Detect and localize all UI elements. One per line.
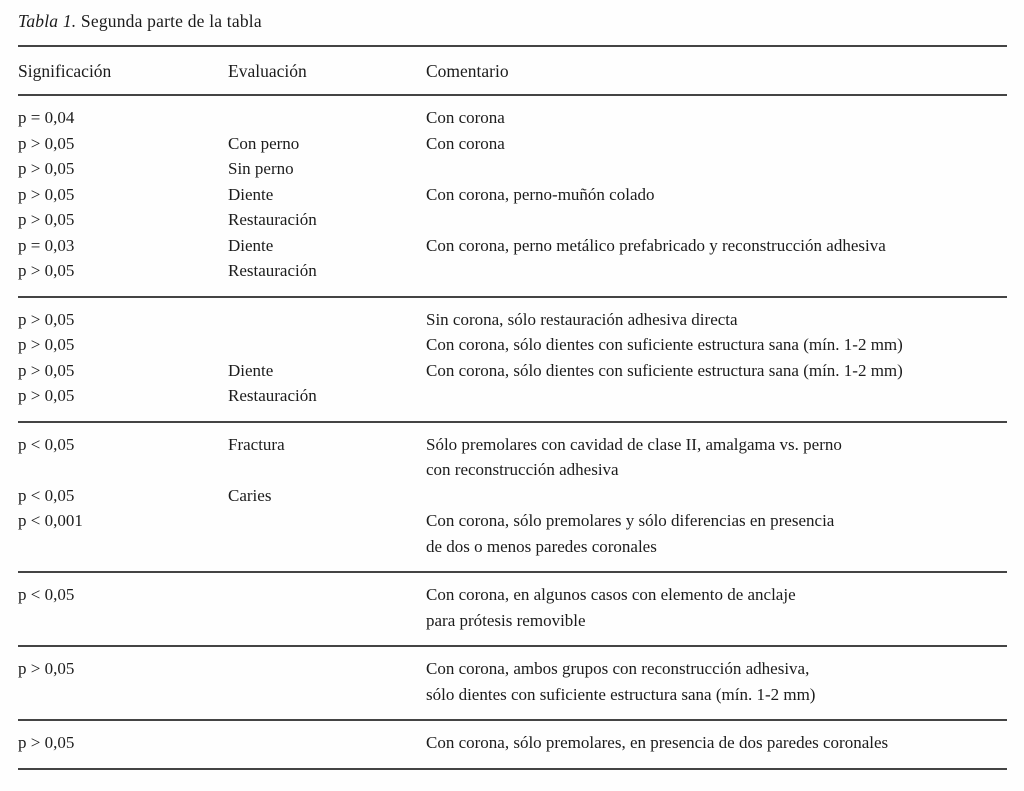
evaluacion-cell: Caries [228, 485, 272, 505]
evaluacion-cell [228, 656, 426, 707]
evaluacion-cell [228, 508, 426, 559]
evaluacion-cell: Con perno [228, 133, 300, 153]
significacion-cell: p < 0,05 [18, 585, 75, 604]
comment-line: Con corona, en algunos casos con elemento de anclaje [426, 585, 796, 604]
table-row [18, 182, 1007, 208]
significacion-cell: p < 0,05 [18, 434, 75, 454]
table-row [18, 105, 1007, 131]
significacion-cell: p = 0,04 [18, 108, 75, 127]
table-header-row [18, 47, 1007, 94]
comentario-cell [426, 182, 1007, 208]
comment-line: Sólo premolares con cavidad de clase II, amalgama vs. perno [426, 434, 842, 454]
table-row [18, 483, 1007, 509]
table-row [18, 383, 1007, 409]
evaluacion-cell [228, 332, 426, 358]
table-row [18, 156, 1007, 182]
comment-line: Con corona, perno-muñón colado [426, 184, 655, 204]
table-caption [18, 8, 1007, 34]
comentario-cell [426, 156, 1007, 182]
column-header-significacion: Significación [18, 61, 112, 81]
comment-line: Con corona, sólo dientes con suficiente estructura sana (mín. 1-2 mm) [426, 360, 903, 380]
significacion-cell: p < 0,001 [18, 511, 83, 530]
table-row [18, 307, 1007, 333]
table-section-rule [18, 768, 1007, 770]
table-row [18, 207, 1007, 233]
significacion-cell: p > 0,05 [18, 261, 75, 280]
column-header-comentario: Comentario [426, 61, 509, 81]
table-section [18, 96, 1007, 296]
significacion-cell: p > 0,05 [18, 309, 75, 329]
comment-line: Sin corona, sólo restauración adhesiva directa [426, 309, 738, 329]
significacion-cell: p > 0,05 [18, 184, 75, 204]
significacion-cell: p > 0,05 [18, 659, 75, 678]
table-row [18, 131, 1007, 157]
table-row [18, 508, 1007, 559]
column-header-evaluacion: Evaluación [228, 61, 307, 81]
table-row [18, 656, 1007, 707]
comentario-cell [426, 582, 1007, 633]
table-section [18, 721, 1007, 768]
comentario-cell [426, 207, 1007, 233]
significacion-cell: p > 0,05 [18, 386, 75, 405]
comment-line: sólo dientes con suficiente estructura sana (mín. 1-2 mm) [426, 684, 816, 704]
comentario-cell [426, 508, 1007, 559]
table-body [18, 96, 1007, 770]
comment-line: Con corona [426, 133, 505, 153]
comment-line: para prótesis removible [426, 610, 586, 630]
evaluacion-cell [228, 307, 426, 333]
comentario-cell [426, 656, 1007, 707]
comment-line: Con corona [426, 108, 505, 127]
evaluacion-cell: Restauración [228, 261, 317, 280]
table-caption-label: Tabla 1. [18, 11, 77, 31]
comentario-cell [426, 483, 1007, 509]
table-section [18, 647, 1007, 719]
evaluacion-cell [228, 582, 426, 633]
comentario-cell [426, 131, 1007, 157]
evaluacion-cell: Restauración [228, 386, 317, 405]
comentario-cell [426, 432, 1007, 483]
table-caption-text: Segunda parte de la tabla [76, 11, 262, 31]
comment-line: Con corona, perno metálico prefabricado y reconstrucción adhesiva [426, 235, 886, 255]
significacion-cell: p > 0,05 [18, 210, 75, 229]
evaluacion-cell: Diente [228, 235, 274, 255]
comment-line: Con corona, sólo premolares y sólo diferencias en presencia [426, 511, 835, 530]
comentario-cell [426, 730, 1007, 756]
table-row [18, 730, 1007, 756]
table-row [18, 332, 1007, 358]
table-section [18, 573, 1007, 645]
significacion-cell: p > 0,05 [18, 133, 75, 153]
comentario-cell [426, 258, 1007, 284]
comment-line: Con corona, sólo premolares, en presencia de dos paredes coronales [426, 733, 889, 752]
table-row [18, 432, 1007, 483]
comment-line: de dos o menos paredes coronales [426, 536, 657, 556]
evaluacion-cell: Restauración [228, 210, 317, 229]
significacion-cell: p < 0,05 [18, 485, 75, 505]
comentario-cell [426, 233, 1007, 259]
significacion-cell: p > 0,05 [18, 360, 75, 380]
comment-line: Con corona, sólo dientes con suficiente estructura sana (mín. 1-2 mm) [426, 335, 903, 354]
evaluacion-cell: Fractura [228, 434, 285, 454]
evaluacion-cell [228, 105, 426, 131]
table-row [18, 358, 1007, 384]
comentario-cell [426, 105, 1007, 131]
evaluacion-cell [228, 730, 426, 756]
table-section [18, 298, 1007, 421]
significacion-cell: p > 0,05 [18, 335, 75, 354]
evaluacion-cell: Diente [228, 360, 274, 380]
evaluacion-cell: Diente [228, 184, 274, 204]
table-row [18, 582, 1007, 633]
evaluacion-cell: Sin perno [228, 159, 294, 178]
comentario-cell [426, 383, 1007, 409]
comentario-cell [426, 307, 1007, 333]
significacion-cell: p > 0,05 [18, 733, 75, 752]
table-row [18, 233, 1007, 259]
table-row [18, 258, 1007, 284]
comentario-cell [426, 332, 1007, 358]
comment-line: con reconstrucción adhesiva [426, 460, 619, 479]
significacion-cell: p > 0,05 [18, 159, 75, 178]
comment-line: Con corona, ambos grupos con reconstrucción adhesiva, [426, 659, 810, 678]
table-section [18, 423, 1007, 572]
comentario-cell [426, 358, 1007, 384]
significacion-cell: p = 0,03 [18, 235, 75, 255]
